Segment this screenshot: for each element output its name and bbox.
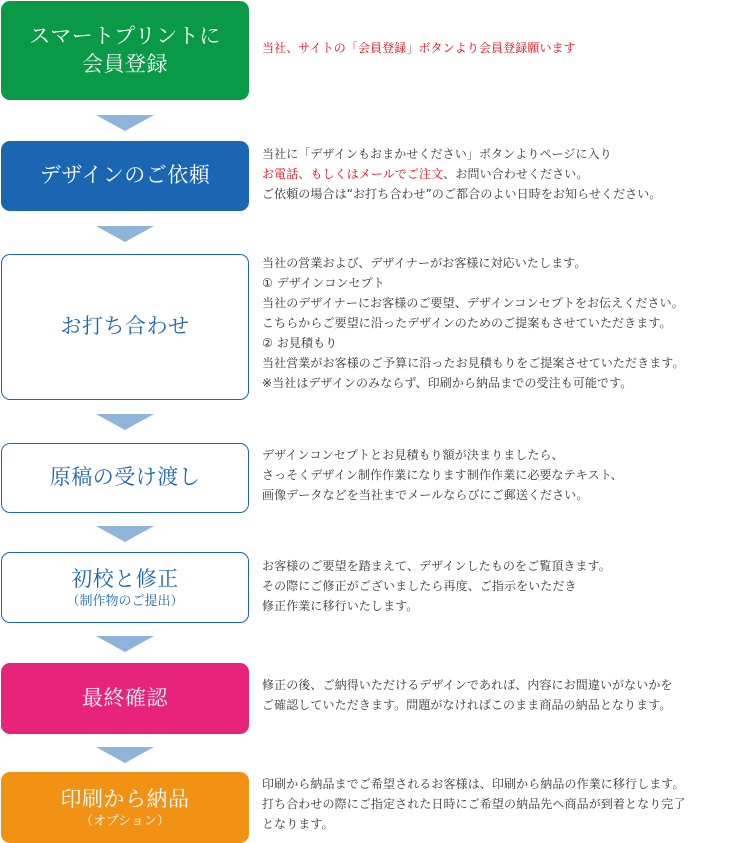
description-text: ご確認していただきます。問題がなければこのまま商品の納品となります。 [262,698,672,712]
description-line [262,465,748,485]
description-text: ご依頼の場合は“お打ち合わせ”のご都合のよい日時をお知らせください。 [262,187,662,201]
down-arrow-icon [96,636,154,652]
description-text: こちらからご要望に沿ったデザインのためのご提案もさせていただきます。 [262,316,672,330]
step-title: デザインのご依頼 [39,163,211,188]
description-text: デザインコンセプトとお見積もり額が決まりましたら、 [262,448,564,462]
description-line [262,144,748,164]
description-line [262,38,748,58]
step-description-final-confirmation [262,675,748,715]
step-box-print-delivery [1,772,249,843]
description-text: 印刷から納品までご希望されるお客様は、印刷から納品の作業に移行します。 [262,777,685,791]
step-description-meeting [262,253,748,393]
description-text: 、お問い合わせください。 [443,167,589,181]
step-title: スマートプリントに 会員登録 [29,24,221,76]
step-box-design-request [1,141,249,211]
step-subtitle: （制作物のご提出） [66,593,184,609]
description-line [262,253,748,273]
down-arrow-icon [96,747,154,763]
step-description-proof-correction [262,556,748,616]
description-line [262,273,748,293]
description-line [262,556,748,576]
description-text: 当社のデザイナーにお客様のご要望、デザインコンセプトをお伝えください。 [262,296,684,310]
step-box-member-registration [1,1,249,100]
step-description-design-request [262,144,748,204]
description-line [262,576,748,596]
description-line [262,373,748,393]
description-line [262,695,748,715]
description-text: となります。 [262,817,334,831]
step-box-meeting [1,254,249,400]
description-text: 当社に「デザインもおまかせください」ボタンよりページに入り [262,147,612,161]
description-text: 修正の後、ご納得いただけるデザインであれば、内容にお間違いがないかを [262,678,673,692]
down-arrow-icon [96,414,154,430]
description-line [262,293,748,313]
step-title: お打ち合わせ [60,314,190,339]
highlight-text: お電話、もしくはメールでご注文 [262,167,444,181]
description-line [262,313,748,333]
step-box-manuscript-delivery [1,443,249,513]
description-line [262,596,748,616]
description-text: 打ち合わせの際にご指定された日時にご希望の納品先へ商品が到着となり完了 [262,797,686,811]
description-text: 修正作業に移行いたします。 [262,599,419,613]
step-description-print-delivery [262,774,748,834]
description-text: さっそくデザイン制作作業になります制作作業に必要なテキスト、 [262,468,623,482]
down-arrow-icon [96,226,154,242]
description-text: ② お見積もり [262,336,338,350]
description-line [262,675,748,695]
description-line [262,485,748,505]
step-description-member-registration [262,38,748,58]
description-text: ※当社はデザインのみならず、印刷から納品までの受注も可能です。 [262,376,633,390]
step-title: 初校と修正 [71,566,179,591]
step-box-final-confirmation [1,663,249,734]
description-text: 当社の営業および、デザイナーがお客様に対応いたします。 [262,256,587,270]
description-line [262,794,748,814]
down-arrow-icon [96,115,154,131]
description-line [262,353,748,373]
description-text: 当社営業がお客様のご予算に沿ったお見積もりをご提案させていただきます。 [262,356,685,370]
description-line [262,774,748,794]
step-description-manuscript-delivery [262,445,748,505]
description-line [262,164,748,184]
description-line [262,814,748,834]
highlight-text: 当社、サイトの「会員登録」ボタンより会員登録願います [262,41,576,55]
step-title: 印刷から納品 [60,786,190,811]
description-line [262,445,748,465]
step-box-proof-correction [1,552,249,623]
description-line [262,333,748,353]
description-text: 画像データなどを当社までメールならびにご郵送ください。 [262,488,589,502]
description-text: お客様のご要望を踏まえて、デザインしたものをご覧頂きます。 [262,559,611,573]
step-subtitle: （オプション） [80,813,170,829]
description-text: ① デザインコンセプト [262,276,385,290]
step-title: 原稿の受け渡し [49,465,201,490]
down-arrow-icon [96,526,154,542]
step-title: 最終確認 [82,685,168,710]
description-line [262,184,748,204]
description-text: その際にご修正がございましたら再度、ご指示をいただき [262,579,577,593]
